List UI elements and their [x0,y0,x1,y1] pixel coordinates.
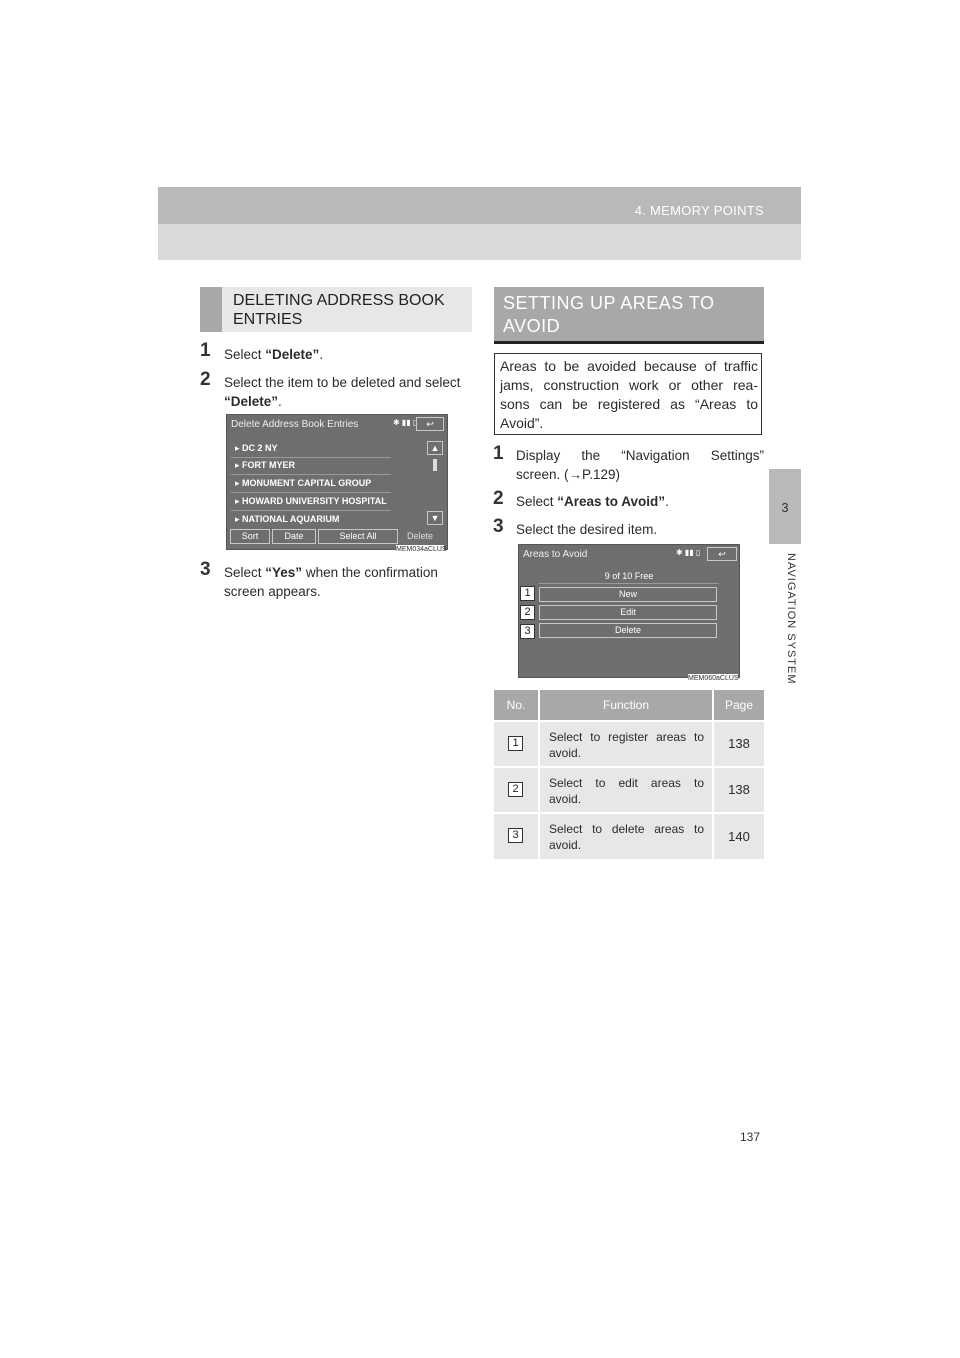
list-item[interactable]: ▸ MONUMENT CAPITAL GROUP [235,478,372,488]
step-number: 1 [200,340,211,361]
arrow-up-icon: ▲ [430,443,440,453]
new-button[interactable]: New [539,587,717,602]
section-title-line2: ENTRIES [233,311,303,328]
row-badge: 1 [508,736,523,751]
table-cell-function: Select to edit areas to avoid. [540,768,712,812]
image-code: MEM034aCLUS [396,546,447,553]
delete-button[interactable]: Delete [539,623,717,638]
row-badge: 2 [508,782,523,797]
list-item[interactable]: ▸ DC 2 NY [235,443,278,453]
table-cell-page: 138 [714,768,764,812]
callout-badge-1: 1 [520,586,535,601]
step-text: Display the “Navigation Settings” screen. (→P.129) [516,448,764,482]
step-text: Select “Areas to Avoid”. [516,494,669,509]
select-all-button[interactable]: Select All [318,529,398,544]
table-row [494,768,538,812]
step-text: Select “Delete”. [224,347,324,362]
table-cell-page: 140 [714,814,764,859]
callout-badge-3: 3 [520,624,535,639]
back-button[interactable] [416,417,444,431]
table-header-function: Function [540,690,712,720]
return-icon: ↩ [426,419,434,429]
back-button[interactable] [707,547,737,561]
side-tab-label: NAVIGATION SYSTEM [785,553,797,685]
header-band-bottom [158,224,801,260]
scrollbar-thumb[interactable] [433,459,437,471]
edit-button[interactable]: Edit [539,605,717,620]
date-button[interactable]: Date [272,529,316,544]
list-item[interactable]: ▸ NATIONAL AQUARIUM [235,514,340,524]
step-text: Select the item to be deleted and select “Delete”. [224,375,461,409]
table-row [494,722,538,766]
screen-title: Delete Address Book Entries [231,419,359,430]
screenshot-delete-address-book [226,414,448,550]
section-title-line1: DELETING ADDRESS BOOK [233,292,445,309]
section-title-line2: AVOID [503,316,561,336]
section-title-line1: SETTING UP AREAS TO [503,293,715,313]
divider [231,457,391,458]
step-number: 3 [493,516,504,537]
delete-button[interactable]: Delete [407,531,434,541]
section-header-rule [494,341,764,344]
return-icon: ↩ [718,549,726,559]
signal-icon: ✱ ▮▮ ▯ [393,418,418,427]
divider [231,474,391,475]
chapter-title: 4. MEMORY POINTS [634,203,764,218]
table-header-page: Page [714,690,764,720]
image-code: MEM060aCLUS [688,675,739,682]
signal-icon: ✱ ▮▮ ▯ [676,548,701,557]
step-number: 1 [493,443,504,464]
screen-title: Areas to Avoid [523,549,588,560]
table-header-no: No. [494,690,538,720]
free-count: 9 of 10 Free [604,571,654,581]
step-number: 3 [200,559,211,580]
table-row [494,814,538,859]
arrow-down-icon: ▼ [430,513,440,523]
sort-button[interactable]: Sort [230,529,270,544]
intro-text: Areas to be avoided because of traffic jams, construction work or other rea- sons can be registered as “Areas to Avoid”. [500,358,758,431]
divider [231,510,391,511]
section-header-bar [200,287,222,332]
step-text: Select the desired item. [516,522,658,537]
row-badge: 3 [508,828,523,843]
step-text: Select “Yes” when the confirmation screen appears. [224,565,438,599]
table-cell-function: Select to delete areas to avoid. [540,814,712,859]
table-cell-function: Select to register areas to avoid. [540,722,712,766]
divider [539,583,719,584]
table-cell-page: 138 [714,722,764,766]
step-number: 2 [200,369,211,390]
page-number: 137 [740,1130,761,1144]
scroll-top-button[interactable] [427,441,443,455]
list-item[interactable]: ▸ FORT MYER [235,460,296,470]
callout-badge-2: 2 [520,605,535,620]
list-item[interactable]: ▸ HOWARD UNIVERSITY HOSPITAL [235,496,387,506]
divider [231,492,391,493]
step-number: 2 [493,488,504,509]
side-tab-number: 3 [781,500,789,515]
scroll-bottom-button[interactable] [427,511,443,525]
intro-box [494,353,762,435]
screenshot-areas-to-avoid [518,544,740,678]
